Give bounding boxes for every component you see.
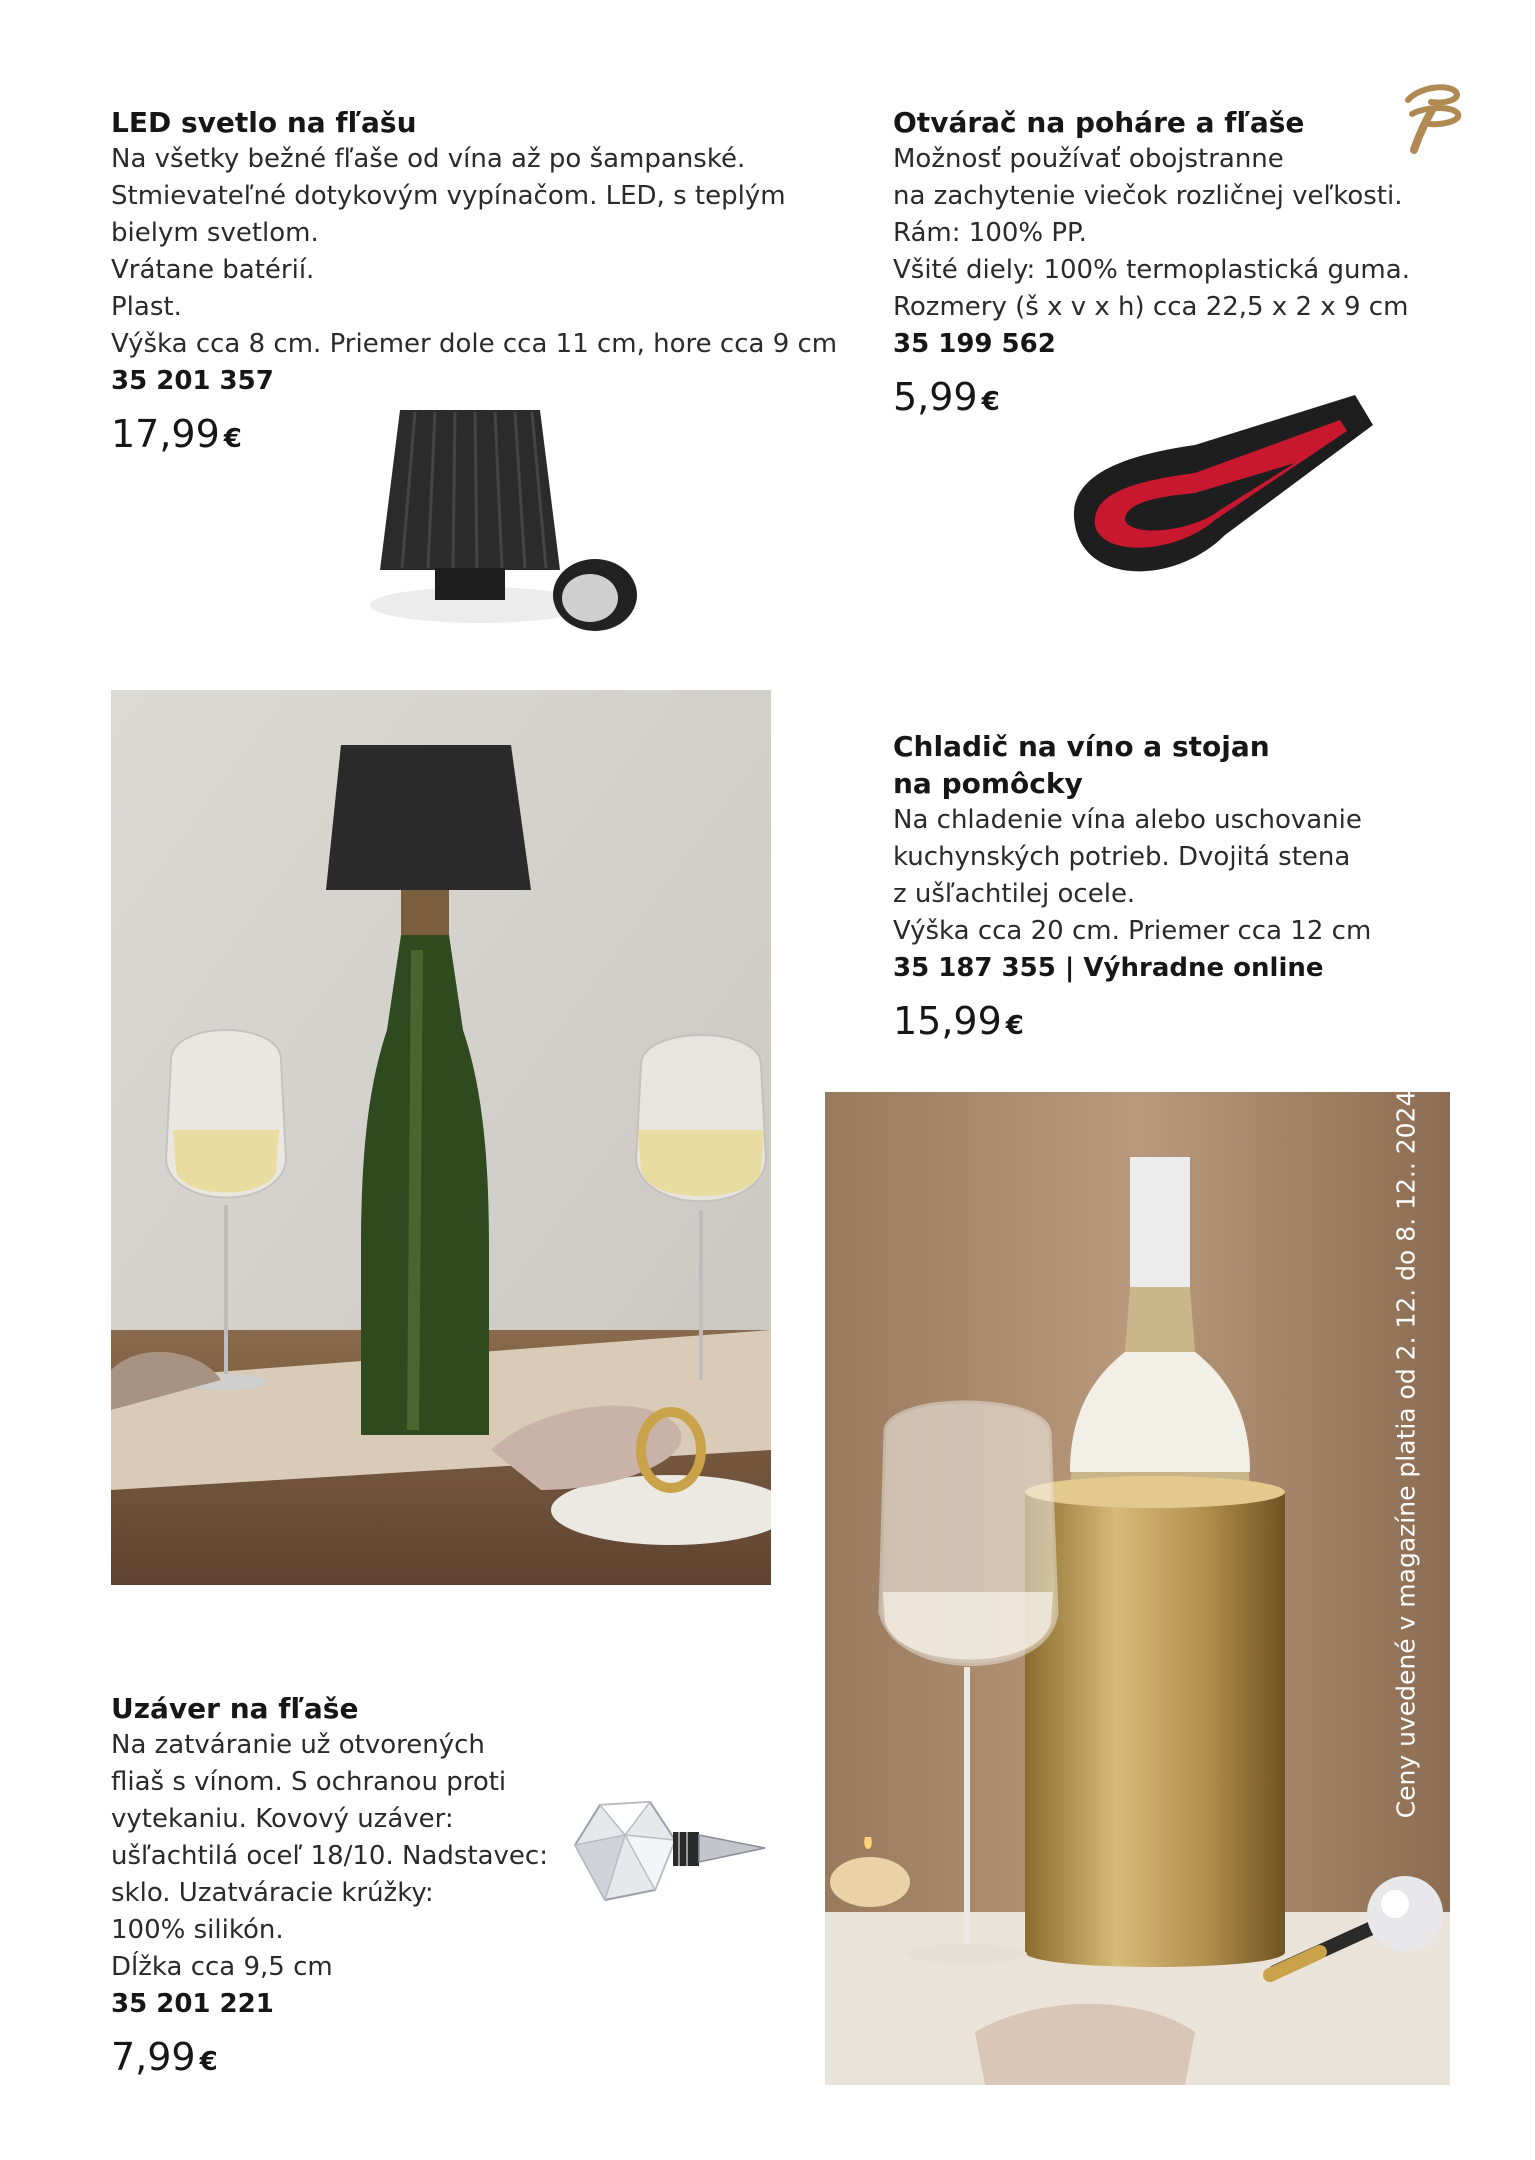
product-opener <box>893 104 1413 426</box>
description-line: 100% silikón. <box>111 1915 284 1945</box>
description-line: ušľachtilá oceľ 18/10. Nadstavec: <box>111 1841 548 1871</box>
currency: € <box>199 2047 218 2077</box>
description-line: Možnosť používať obojstranne <box>893 144 1284 174</box>
description-line: Rozmery (š x v x h) cca 22,5 x 2 x 9 cm <box>893 292 1409 322</box>
product-title: na pomôcky <box>893 767 1083 800</box>
product-title: Uzáver na fľaše <box>111 1692 359 1725</box>
description-line: z ušľachtilej ocele. <box>893 879 1136 909</box>
description-line: Na všetky bežné fľaše od vína až po šampanské. <box>111 144 746 174</box>
description-line: Plast. <box>111 292 182 322</box>
description-line: Na zatváranie už otvorených <box>111 1730 485 1760</box>
price-value: 15,99 <box>893 999 1002 1043</box>
product-code: 35 201 221 <box>111 1989 274 2019</box>
price-value: 7,99 <box>111 2035 196 2079</box>
description-line: Na chladenie vína alebo uschovanie <box>893 805 1362 835</box>
description-line: Výška cca 20 cm. Priemer cca 12 cm <box>893 916 1372 946</box>
description-line: sklo. Uzatváracie krúžky: <box>111 1878 434 1908</box>
product-price <box>893 997 1413 1050</box>
description-line: na zachytenie viečok rozličnej veľkosti. <box>893 181 1403 211</box>
price-value: 17,99 <box>111 412 220 456</box>
bottle-lamp-photo <box>111 690 771 1585</box>
currency: € <box>1005 1011 1024 1041</box>
description-line: bielym svetlom. <box>111 218 319 248</box>
wine-cooler-photo <box>825 1092 1450 2085</box>
product-title: Chladič na víno a stojan <box>893 730 1270 763</box>
product-code: 35 199 562 <box>893 329 1056 359</box>
currency: € <box>223 424 242 454</box>
price-value: 5,99 <box>893 375 978 419</box>
description-line: vytekaniu. Kovový uzáver: <box>111 1804 454 1834</box>
description-line: Všité diely: 100% termoplastická guma. <box>893 255 1410 285</box>
description-line: Rám: 100% PP. <box>893 218 1087 248</box>
product-title: LED svetlo na fľašu <box>111 106 417 139</box>
description-line: Stmievateľné dotykovým vypínačom. LED, s teplým <box>111 181 786 211</box>
product-bottle-stopper <box>111 1690 591 2086</box>
product-price <box>111 2033 591 2086</box>
product-code: 35 187 355 | Výhradne online <box>893 953 1324 983</box>
description-line: kuchynských potrieb. Dvojitá stena <box>893 842 1351 872</box>
currency: € <box>981 387 1000 417</box>
price-validity-note <box>1386 1082 1426 1818</box>
description-line: Vrátane batérií. <box>111 255 315 285</box>
description-line: fliaš s vínom. S ochranou proti <box>111 1767 507 1797</box>
product-wine-cooler <box>893 728 1413 1050</box>
opener-product-image <box>1055 385 1385 615</box>
description-line: Výška cca 8 cm. Priemer dole cca 11 cm, hore cca 9 cm <box>111 329 838 359</box>
price-validity-text: Ceny uvedené v magazíne platia od 2. 12. do 8. 12.. 2024. <box>1391 1082 1421 1818</box>
led-lamp-product-image <box>360 400 660 650</box>
product-title: Otvárač na poháre a fľaše <box>893 106 1305 139</box>
description-line: Dĺžka cca 9,5 cm <box>111 1952 333 1982</box>
product-code: 35 201 357 <box>111 366 274 396</box>
stopper-product-image <box>565 1790 770 1920</box>
